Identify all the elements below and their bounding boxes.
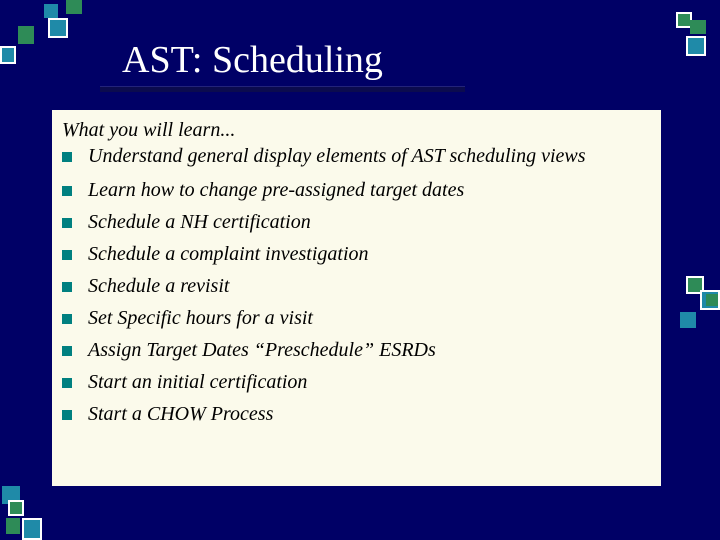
- bullet-item: [62, 302, 651, 334]
- square-bullet-icon: [62, 314, 72, 324]
- decor-square: [686, 36, 706, 56]
- square-bullet-icon: [62, 152, 72, 162]
- square-bullet-icon: [62, 282, 72, 292]
- bullet-text: Schedule a revisit: [88, 275, 230, 297]
- bullet-item: [62, 174, 651, 206]
- bullet-text: Schedule a complaint investigation: [88, 243, 369, 265]
- bullet-item: [62, 270, 651, 302]
- bullet-list: [62, 142, 651, 430]
- decor-square: [48, 18, 68, 38]
- bullet-item: [62, 206, 651, 238]
- decor-square: [0, 46, 16, 64]
- intro-text: What you will learn...: [62, 119, 236, 141]
- decor-square: [680, 312, 696, 328]
- decor-square: [66, 0, 82, 14]
- bullet-item: [62, 366, 651, 398]
- bullet-text: Assign Target Dates “Preschedule” ESRDs: [88, 339, 436, 361]
- bullet-text: Set Specific hours for a visit: [88, 307, 313, 329]
- square-bullet-icon: [62, 410, 72, 420]
- bullet-item: [62, 398, 651, 430]
- bullet-item: [62, 142, 651, 174]
- decor-square: [18, 26, 34, 44]
- decor-square: [706, 294, 718, 306]
- bullet-text: Schedule a NH certification: [88, 211, 311, 233]
- bullet-text: Learn how to change pre-assigned target dates: [88, 179, 465, 201]
- square-bullet-icon: [62, 218, 72, 228]
- bullet-item: [62, 334, 651, 366]
- square-bullet-icon: [62, 346, 72, 356]
- content-box: [52, 110, 661, 486]
- decor-square: [8, 500, 24, 516]
- bullet-text: Start a CHOW Process: [88, 403, 274, 425]
- decor-square: [44, 4, 58, 18]
- decor-square: [6, 518, 20, 534]
- slide-title: AST: Scheduling: [122, 39, 383, 81]
- decor-square: [690, 20, 706, 34]
- title-underline: [100, 86, 465, 92]
- decor-square: [22, 518, 42, 540]
- square-bullet-icon: [62, 250, 72, 260]
- square-bullet-icon: [62, 186, 72, 196]
- bullet-text: Start an initial certification: [88, 371, 308, 393]
- bullet-item: [62, 238, 651, 270]
- square-bullet-icon: [62, 378, 72, 388]
- bullet-text: Understand general display elements of AST scheduling views: [88, 145, 586, 167]
